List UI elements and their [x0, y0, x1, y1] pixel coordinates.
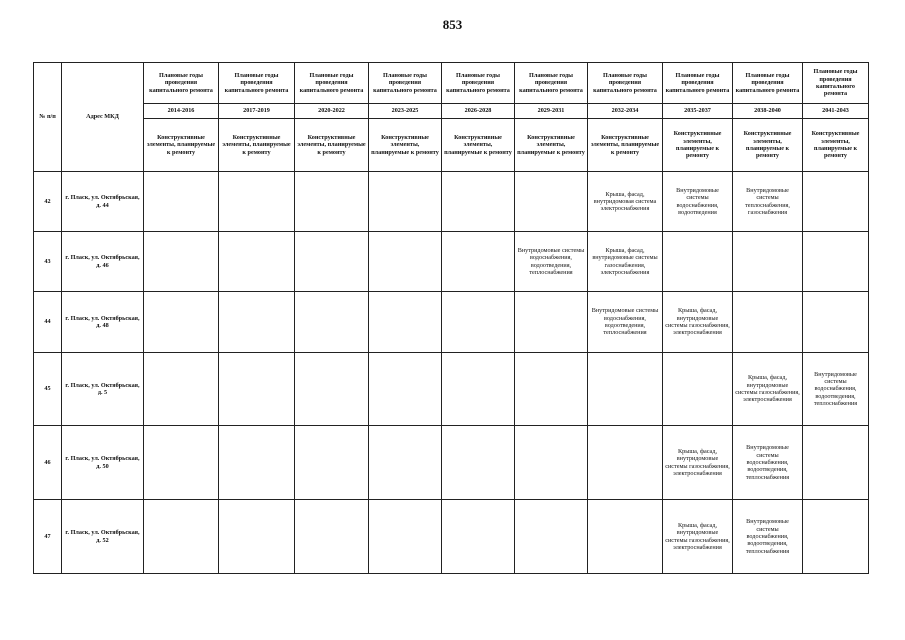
repair-cell [295, 232, 369, 292]
repair-cell [803, 292, 869, 352]
elements-header: Конструктивные элементы, планируемые к ремонту [144, 119, 219, 172]
repair-cell [588, 500, 663, 574]
table-row [34, 232, 869, 292]
row-number: 45 [34, 352, 62, 426]
table-row [34, 292, 869, 352]
repair-cell [515, 500, 588, 574]
capital-repair-table [33, 62, 869, 574]
row-address: г. Пласк, ул. Октябрьская, д. 44 [62, 172, 144, 232]
repair-cell [219, 232, 295, 292]
table-row [34, 172, 869, 232]
repair-cell: Внутридомовые системы водоснабжения, водоотведения [663, 172, 733, 232]
years-header: 2041-2043 [803, 104, 869, 119]
repair-cell [442, 352, 515, 426]
years-header: 2014-2016 [144, 104, 219, 119]
plan-header: Плановые годы проведения капитального ремонта [733, 63, 803, 104]
repair-cell: Крыша, фасад, внутридомовые системы газоснабжения, электроснабжения [663, 426, 733, 500]
repair-cell [369, 426, 442, 500]
plan-header: Плановые годы проведения капитального ремонта [588, 63, 663, 104]
repair-cell [733, 232, 803, 292]
plan-header: Плановые годы проведения капитального ремонта [515, 63, 588, 104]
plan-header: Плановые годы проведения капитального ремонта [369, 63, 442, 104]
elements-header: Конструктивные элементы, планируемые к ремонту [442, 119, 515, 172]
row-number: 47 [34, 500, 62, 574]
repair-cell [144, 292, 219, 352]
repair-cell [803, 500, 869, 574]
repair-cell [144, 426, 219, 500]
elements-header: Конструктивные элементы, планируемые к ремонту [663, 119, 733, 172]
table-row [34, 426, 869, 500]
repair-cell: Крыша, фасад, внутридомовые системы газоснабжения, электроснабжения [733, 352, 803, 426]
repair-cell [369, 500, 442, 574]
repair-cell [515, 292, 588, 352]
repair-cell [144, 172, 219, 232]
repair-cell [219, 292, 295, 352]
repair-cell [295, 352, 369, 426]
page-number: 853 [442, 17, 463, 32]
repair-cell [588, 352, 663, 426]
elements-header: Конструктивные элементы, планируемые к ремонту [369, 119, 442, 172]
repair-cell: Внутридомовые системы водоснабжения, водоотведения, теплоснабжения [733, 500, 803, 574]
elements-header: Конструктивные элементы, планируемые к ремонту [588, 119, 663, 172]
repair-cell: Внутридомовые системы водоснабжения, водоотведения, теплоснабжения [515, 232, 588, 292]
repair-cell [219, 172, 295, 232]
repair-cell [588, 426, 663, 500]
repair-cell [295, 292, 369, 352]
repair-cell: Внутридомовые системы теплоснабжения, газоснабжения [733, 172, 803, 232]
elements-header: Конструктивные элементы, планируемые к ремонту [515, 119, 588, 172]
repair-cell [803, 172, 869, 232]
years-header: 2023-2025 [369, 104, 442, 119]
elements-header-row [34, 119, 869, 172]
repair-cell: Внутридомовые системы водоснабжения, водоотведения, теплоснабжения [803, 352, 869, 426]
years-header-row [34, 104, 869, 119]
years-header: 2038-2040 [733, 104, 803, 119]
repair-cell [442, 292, 515, 352]
repair-cell [442, 172, 515, 232]
repair-cell: Внутридомовые системы водоснабжения, водоотведения, теплоснабжения [588, 292, 663, 352]
repair-cell [144, 232, 219, 292]
repair-cell [442, 500, 515, 574]
plan-header: Плановые годы проведения капитального ремонта [803, 63, 869, 104]
plan-header: Плановые годы проведения капитального ремонта [663, 63, 733, 104]
years-header: 2026-2028 [442, 104, 515, 119]
repair-cell [515, 352, 588, 426]
repair-cell [219, 426, 295, 500]
num-header: № п/п [34, 63, 62, 172]
repair-cell [733, 292, 803, 352]
years-header: 2032-2034 [588, 104, 663, 119]
repair-cell [442, 232, 515, 292]
elements-header: Конструктивные элементы, планируемые к ремонту [803, 119, 869, 172]
repair-cell [369, 352, 442, 426]
plan-header: Плановые годы проведения капитального ремонта [144, 63, 219, 104]
repair-cell [295, 500, 369, 574]
repair-cell [663, 232, 733, 292]
address-header: Адрес МКД [62, 63, 144, 172]
repair-cell [295, 426, 369, 500]
repair-cell [442, 426, 515, 500]
repair-cell [219, 352, 295, 426]
plan-header: Плановые годы проведения капитального ремонта [442, 63, 515, 104]
repair-cell: Крыша, фасад, внутридомовые системы газоснабжения, электроснабжения [663, 292, 733, 352]
table-row [34, 352, 869, 426]
plan-header: Плановые годы проведения капитального ремонта [219, 63, 295, 104]
repair-cell [803, 426, 869, 500]
repair-cell: Крыша, фасад, внутридомовые системы газоснабжения, электроснабжения [588, 232, 663, 292]
years-header: 2029-2031 [515, 104, 588, 119]
repair-cell: Крыша, фасад, внутридомовые системы газоснабжения, электроснабжения [663, 500, 733, 574]
repair-cell [219, 500, 295, 574]
row-number: 44 [34, 292, 62, 352]
repair-cell [369, 292, 442, 352]
elements-header: Конструктивные элементы, планируемые к ремонту [733, 119, 803, 172]
elements-header: Конструктивные элементы, планируемые к ремонту [219, 119, 295, 172]
row-address: г. Пласк, ул. Октябрьская, д. 52 [62, 500, 144, 574]
row-number: 42 [34, 172, 62, 232]
table-row [34, 500, 869, 574]
repair-cell [803, 232, 869, 292]
row-address: г. Пласк, ул. Октябрьская, д. 50 [62, 426, 144, 500]
repair-cell: Внутридомовые системы водоснабжения, водоотведения, теплоснабжения [733, 426, 803, 500]
row-address: г. Пласк, ул. Октябрьская, д. 48 [62, 292, 144, 352]
repair-cell [515, 172, 588, 232]
elements-header: Конструктивные элементы, планируемые к ремонту [295, 119, 369, 172]
row-number: 46 [34, 426, 62, 500]
repair-cell [369, 172, 442, 232]
row-number: 43 [34, 232, 62, 292]
repair-cell: Крыша, фасад, внутридомовая система электроснабжения [588, 172, 663, 232]
repair-cell [144, 352, 219, 426]
repair-cell [369, 232, 442, 292]
years-header: 2020-2022 [295, 104, 369, 119]
years-header: 2017-2019 [219, 104, 295, 119]
row-address: г. Пласк, ул. Октябрьская, д. 5 [62, 352, 144, 426]
plan-header: Плановые годы проведения капитального ремонта [295, 63, 369, 104]
repair-cell [144, 500, 219, 574]
repair-cell [295, 172, 369, 232]
years-header: 2035-2037 [663, 104, 733, 119]
repair-cell [663, 352, 733, 426]
repair-cell [515, 426, 588, 500]
plan-header-row [34, 63, 869, 104]
row-address: г. Пласк, ул. Октябрьская, д. 46 [62, 232, 144, 292]
